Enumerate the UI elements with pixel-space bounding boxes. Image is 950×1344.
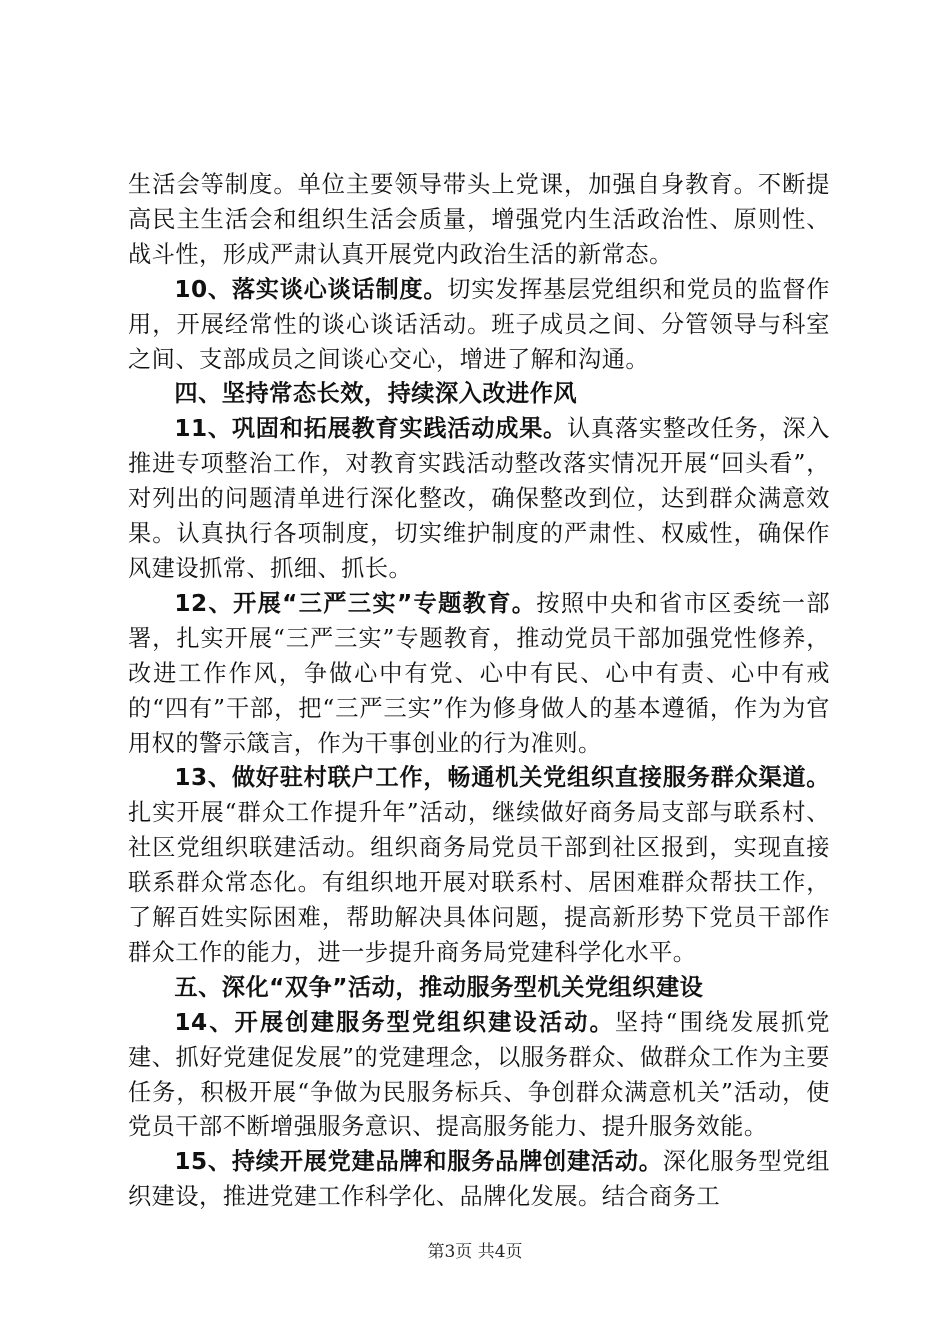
paragraph-text: 认真落实整改任务，深入推进专项整治工作，对教育实践活动整改落实情况开展“回头看”，对列出的问题清单进行深化整改，确保整改到位，达到群众满意效果。认真执行各项制度，切实维护制度的严肃性、权威性，确保作风建设抓常、抓细、抓长。	[128, 415, 830, 582]
paragraph-text: 深化服务型党组织建设，推进党建工作科学化、品牌化发展。结合商务工	[128, 1148, 830, 1211]
paragraph-continuation	[128, 168, 830, 273]
paragraph-lead: 11、巩固和拓展教育实践活动成果。	[174, 415, 567, 443]
paragraph-text: 坚持“围绕发展抓党建、抓好党建促发展”的党建理念，以服务群众、做群众工作为主要任务，积极开展“争做为民服务标兵、争创群众满意机关”活动，使党员干部不断增强服务意识、提高服务能力、提升服务效能。	[128, 1008, 830, 1141]
section-heading-4: 四、坚持常态长效，持续深入改进作风	[174, 380, 578, 408]
paragraph-item-14	[128, 1006, 830, 1146]
paragraph-text: 扎实开展“群众工作提升年”活动，继续做好商务局支部与联系村、社区党组织联建活动。组织商务局党员干部到社区报到，实现直接联系群众常态化。有组织地开展对联系村、居困难群众帮扶工作，了解百姓实际困难，帮助解决具体问题，提高新形势下党员干部作群众工作的能力，进一步提升商务局党建科学化水平。	[128, 799, 830, 966]
paragraph-item-10	[128, 273, 830, 378]
page-footer	[0, 1242, 950, 1262]
paragraph-text: 按照中央和省市区委统一部署，扎实开展“三严三实”专题教育，推动党员干部加强党性修养，改进工作作风，争做心中有党、心中有民、心中有责、心中有戒的“四有”干部，把“三严三实”作为修身做人的基本遵循，作为为官用权的警示箴言，作为干事创业的行为准则。	[128, 589, 831, 757]
document-body	[128, 168, 830, 1215]
paragraph-item-15	[128, 1145, 830, 1215]
page-number-label: 第3页 共4页	[427, 1242, 523, 1262]
paragraph-lead: 12、开展“三严三实”专题教育。	[174, 589, 537, 617]
paragraph-text: 生活会等制度。单位主要领导带头上党课，加强自身教育。不断提高民主生活会和组织生活会质量，增强党内生活政治性、原则性、战斗性，形成严肃认真开展党内政治生活的新常态。	[128, 171, 830, 268]
paragraph-text: 切实发挥基层党组织和党员的监督作用，开展经常性的谈心谈话活动。班子成员之间、分管领导与科室之间、支部成员之间谈心交心，增进了解和沟通。	[128, 275, 830, 373]
paragraph-lead: 13、做好驻村联户工作，畅通机关党组织直接服务群众渠道。	[174, 764, 830, 792]
paragraph-item-11	[128, 412, 830, 587]
section-heading-5: 五、深化“双争”活动，推动服务型机关党组织建设	[174, 973, 704, 1001]
paragraph-lead: 10、落实谈心谈话制度。	[174, 275, 448, 303]
paragraph-item-13	[128, 761, 830, 970]
paragraph-lead: 15、持续开展党建品牌和服务品牌创建活动。	[174, 1148, 663, 1176]
paragraph-lead: 14、开展创建服务型党组织建设活动。	[174, 1008, 615, 1036]
paragraph-item-12	[128, 587, 830, 762]
